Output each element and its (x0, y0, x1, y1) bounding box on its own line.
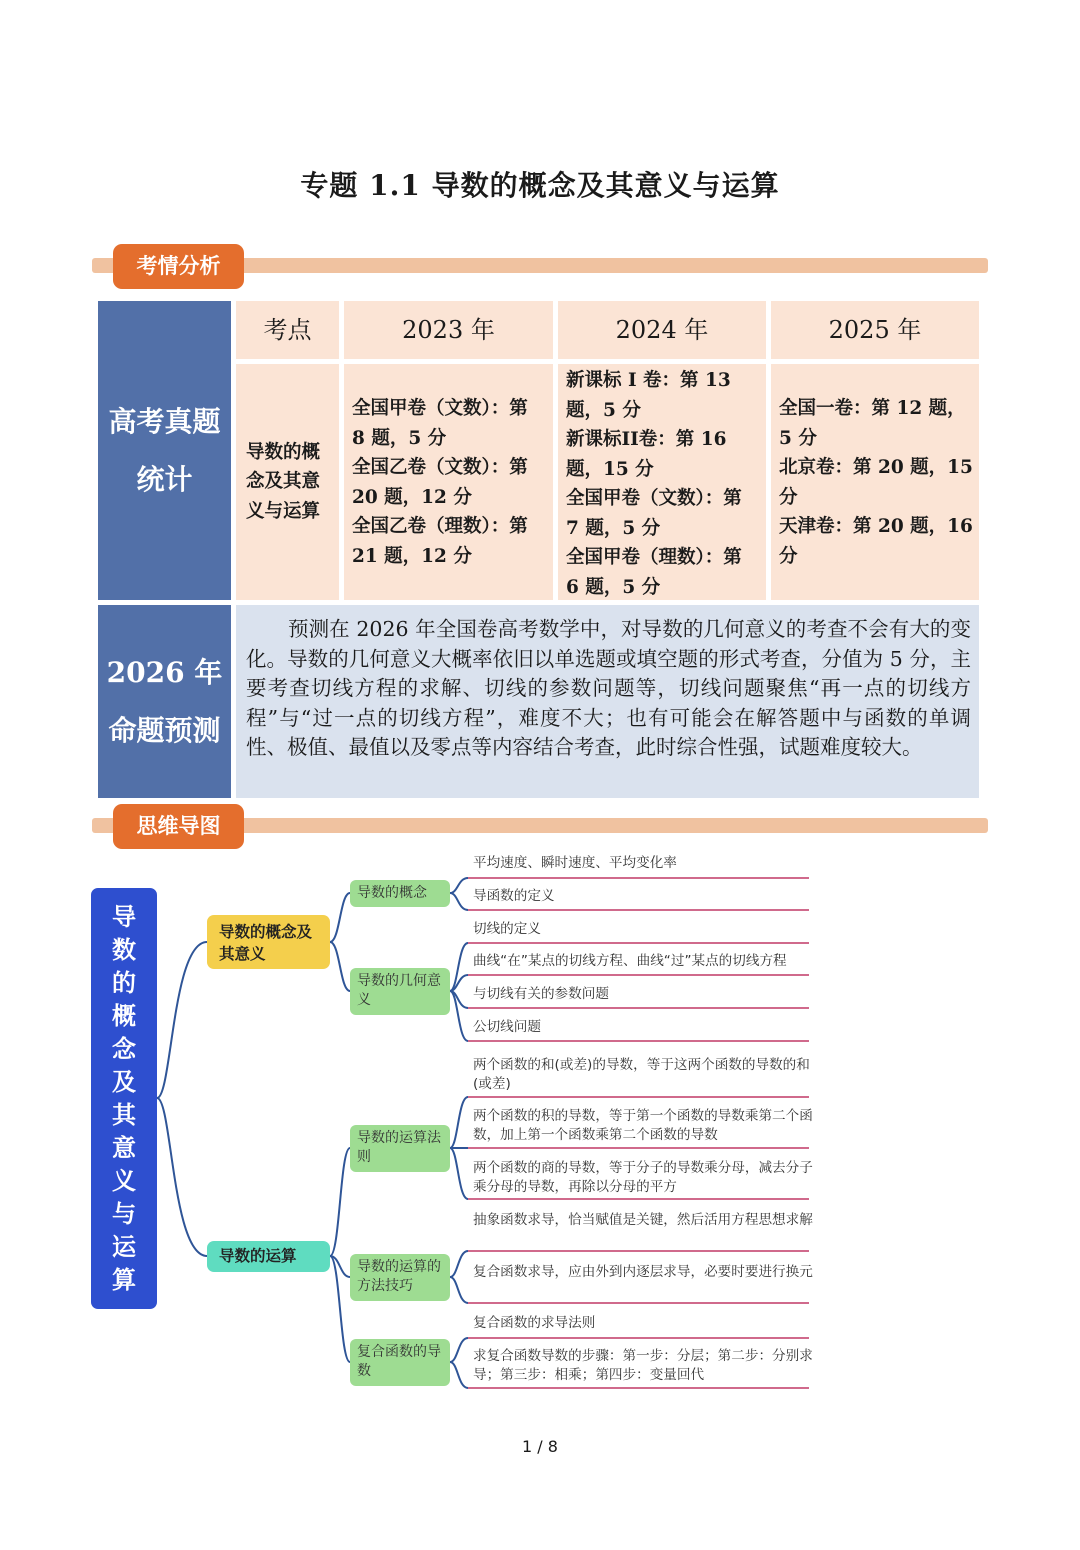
mindmap-root (91, 888, 157, 1309)
mindmap-leaf: 曲线“在”某点的切线方程、曲线“过”某点的切线方程 (473, 953, 787, 969)
cell-2024-text: 新课标 I 卷：第 13 题，5 分 新课标II卷：第 16 题，15 分 全国甲卷（文数）：第 7 题，5 分 全国甲卷（理数）：第 6 题，5 分 (566, 370, 742, 598)
mindmap-leaf: 两个函数的积的导数，等于第一个函数的导数乘第二个函数，加上第一个函数乘第二个函数的导数 (473, 1108, 813, 1143)
mindmap-node-derivative-concept: 导数的概念 (350, 880, 450, 907)
leaf-underline (468, 909, 809, 911)
root-char: 算 (112, 1265, 136, 1294)
leaf-underline (468, 942, 809, 944)
mindmap-leaf: 平均速度、瞬时速度、平均变化率 (473, 855, 677, 871)
mindmap-node-concept: 导数的概念及其意义 (207, 915, 330, 969)
mindmap-leaf: 复合函数求导，应由外到内逐层求导，必要时要进行换元 (473, 1264, 813, 1280)
leaf-underline (468, 974, 809, 976)
cell-2025-text: 全国一卷：第 12 题，5 分 北京卷：第 20 题，15 分 天津卷：第 20 题，16 分 (779, 398, 973, 567)
cell-2023-text: 全国甲卷（文数）：第 8 题，5 分 全国乙卷（文数）：第 20 题，12 分 全国乙卷（理数）：第 21 题，12 分 (352, 398, 528, 567)
side-label-exam-line1: 高考真题 (108, 404, 221, 438)
kaodian-text: 导数的概念及其意义与运算 (246, 441, 321, 522)
root-char: 义 (112, 1166, 136, 1195)
mindmap-leaf: 与切线有关的参数问题 (473, 986, 609, 1002)
leaf-underline (468, 1096, 809, 1098)
header-2024: 2024 年 (558, 301, 766, 359)
mindmap-leaf: 复合函数的求导法则 (473, 1315, 596, 1331)
root-char: 导 (112, 902, 136, 931)
section-tag-analysis: 考情分析 (113, 244, 244, 289)
leaf-underline (468, 877, 809, 879)
prediction-cell: 预测在 2026 年全国卷高考数学中，对导数的几何意义的考查不会有大的变化。导数的几何意义大概率依旧以单选题或填空题的形式考查，分值为 5 分，主要考查切线方程的求解、切线的参数问题等，切线问题聚焦“再一点的切线方程”与“过一点的切线方程”，难度不大；也有可能会在解答题中与函数的单调性、极值、最值以及零点等内容结合考查，此时综合性强，试题难度较大。 (236, 605, 979, 798)
mindmap-leaf: 求复合函数导数的步骤：第一步：分层；第二步：分别求导；第三步：相乘；第四步：变量回代 (473, 1348, 813, 1383)
side-label-exam-line2: 统计 (136, 462, 193, 496)
root-char: 其 (112, 1100, 136, 1129)
leaf-underline (468, 1302, 809, 1304)
root-char: 概 (112, 1001, 136, 1030)
leaf-underline (468, 1147, 809, 1149)
leaf-underline (468, 1337, 809, 1339)
mindmap-node-operation: 导数的运算 (207, 1241, 330, 1272)
root-char: 念 (112, 1034, 136, 1063)
root-char: 的 (112, 968, 136, 997)
mindmap-leaf: 抽象函数求导，恰当赋值是关键，然后活用方程思想求解 (473, 1212, 813, 1228)
leaf-underline (468, 1387, 809, 1389)
leaf-underline (468, 1198, 809, 1200)
root-char: 与 (112, 1199, 136, 1228)
header-2023: 2023 年 (344, 301, 553, 359)
section-tag-mindmap: 思维导图 (113, 804, 244, 849)
mindmap-leaf: 导函数的定义 (473, 888, 555, 904)
mindmap-node-operation-rules: 导数的运算法则 (350, 1125, 450, 1172)
leaf-underline (468, 1040, 809, 1042)
side-label-pred-line2: 命题预测 (108, 713, 221, 747)
page-number: 1 / 8 (522, 1437, 558, 1456)
mindmap-leaf: 切线的定义 (473, 921, 541, 937)
mindmap-node-geometric-meaning: 导数的几何意义 (350, 968, 450, 1015)
side-label-pred-line1: 2026 年 (106, 655, 223, 689)
root-char: 数 (112, 935, 136, 964)
page-title: 专题 1.1 导数的概念及其意义与运算 (300, 169, 780, 202)
header-2025: 2025 年 (771, 301, 979, 359)
mindmap-leaf: 两个函数的商的导数，等于分子的导数乘分母，减去分子乘分母的导数，再除以分母的平方 (473, 1160, 813, 1195)
mindmap-node-composite: 复合函数的导数 (350, 1339, 450, 1386)
header-kaodian: 考点 (236, 301, 339, 359)
leaf-underline (468, 1250, 809, 1252)
root-char: 意 (112, 1133, 136, 1162)
mindmap-node-methods: 导数的运算的方法技巧 (350, 1254, 450, 1301)
leaf-underline (468, 1007, 809, 1009)
mindmap-leaf: 两个函数的和(或差)的导数，等于这两个函数的导数的和(或差) (473, 1057, 810, 1092)
root-char: 及 (112, 1067, 136, 1096)
root-char: 运 (112, 1232, 136, 1261)
mindmap-leaf: 公切线问题 (473, 1019, 541, 1035)
